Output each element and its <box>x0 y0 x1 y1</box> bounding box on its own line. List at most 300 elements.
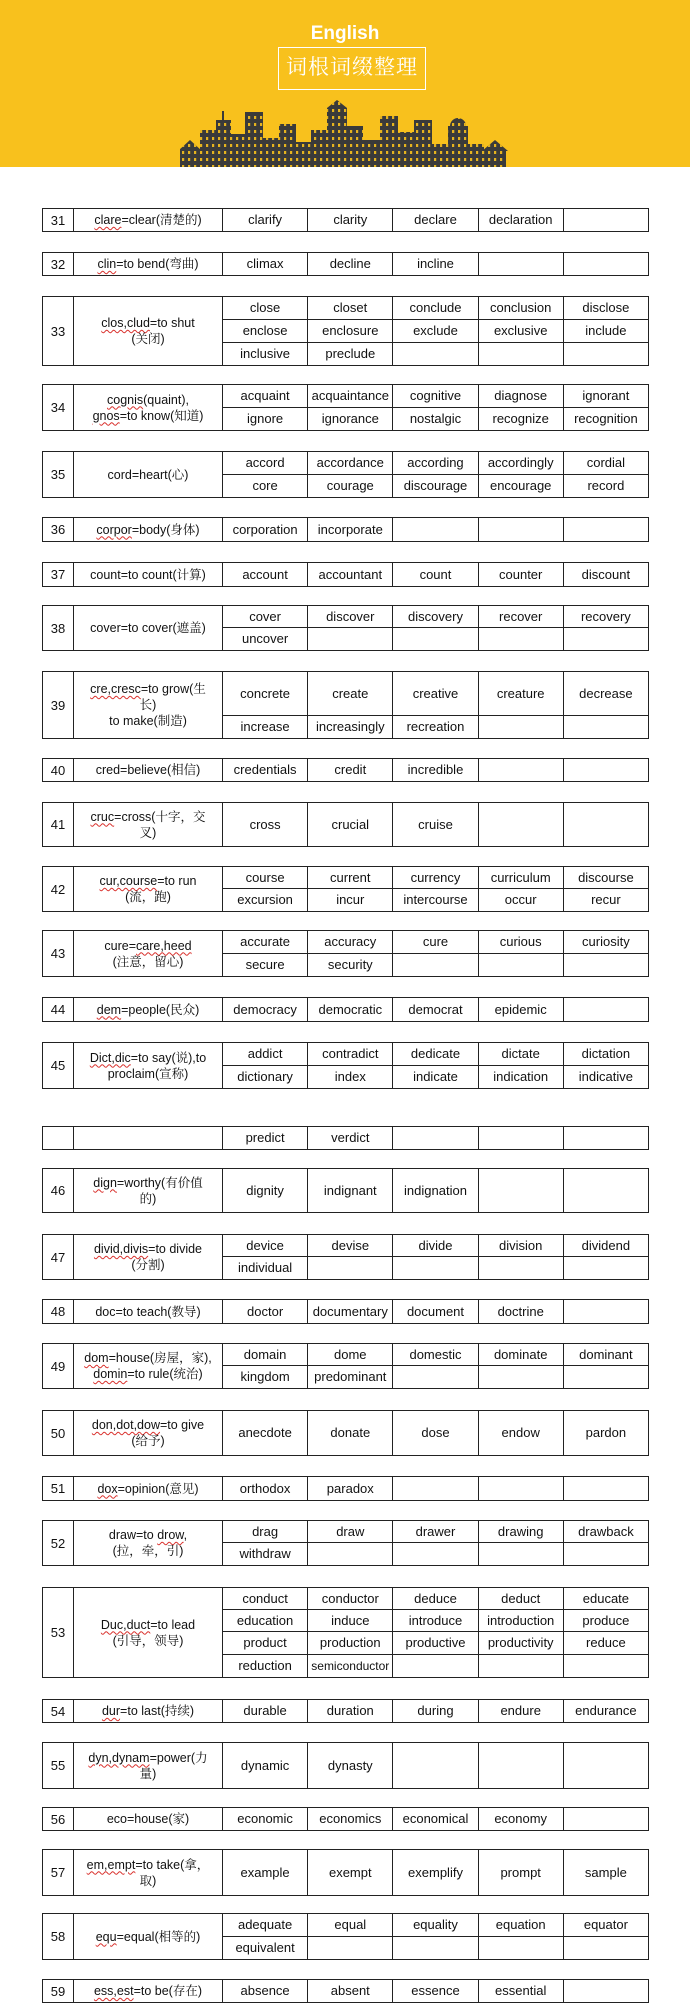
root-token: care,heed <box>136 938 192 953</box>
root-text: =to last(持续) <box>120 1704 195 1718</box>
word-cell: device <box>223 1235 308 1257</box>
entry-number: 57 <box>43 1850 74 1896</box>
word-cell: curiosity <box>564 931 649 954</box>
root-text: 的) <box>139 1191 157 1206</box>
word-cell: dictate <box>479 1043 564 1066</box>
root-text: (流，跑) <box>125 890 171 904</box>
word-cell: account <box>223 563 308 587</box>
word-cell <box>564 518 649 542</box>
word-cell <box>479 954 564 977</box>
root-token: cognis <box>107 392 144 407</box>
word-cell: crucial <box>308 803 393 847</box>
root-text: =to run <box>157 874 197 888</box>
word-cell: economical <box>393 1808 478 1831</box>
entry-number: 46 <box>43 1169 74 1213</box>
word-cell: accountant <box>308 563 393 587</box>
root-token: drow <box>157 1528 184 1542</box>
root-token: dom <box>84 1351 109 1365</box>
word-cell: incredible <box>393 759 478 782</box>
root-definition <box>74 606 223 651</box>
word-cell: division <box>479 1235 564 1257</box>
root-line <box>92 1417 204 1433</box>
root-line <box>96 762 201 778</box>
root-line <box>104 938 191 954</box>
word-cell: induce <box>308 1610 393 1632</box>
root-line <box>88 1750 207 1766</box>
word-cell: indication <box>479 1066 564 1089</box>
entry-table <box>42 517 649 542</box>
root-definition <box>74 672 223 739</box>
word-cell <box>479 1169 564 1213</box>
word-cell: indignant <box>308 1169 393 1213</box>
entry-table <box>42 384 649 431</box>
word-cell: indicate <box>393 1066 478 1089</box>
word-cell: accuracy <box>308 931 393 954</box>
word-cell: indignation <box>393 1169 478 1213</box>
entry-number: 43 <box>43 931 74 977</box>
word-cell: productive <box>393 1632 478 1655</box>
word-cell: conclusion <box>479 297 564 320</box>
root-line <box>95 1304 200 1320</box>
word-cell: cruise <box>393 803 478 847</box>
entry-number: 35 <box>43 452 74 498</box>
entry-number: 44 <box>43 998 74 1022</box>
word-cell <box>564 1257 649 1280</box>
root-text: (引导，领导) <box>112 1633 184 1648</box>
root-text: =power(力 <box>149 1750 208 1765</box>
root-text: =clear(清楚的) <box>121 213 202 227</box>
word-cell <box>393 954 478 977</box>
word-cell: excursion <box>223 889 308 912</box>
entry-table <box>42 1587 649 1678</box>
word-cell: paradox <box>308 1477 393 1501</box>
word-cell: disclose <box>564 297 649 320</box>
root-line <box>97 1481 198 1497</box>
root-line <box>140 1191 157 1207</box>
word-cell <box>479 1937 564 1960</box>
entry-number: 40 <box>43 759 74 782</box>
root-line <box>140 1873 157 1889</box>
root-line <box>93 1175 202 1191</box>
root-text: =to divide <box>148 1242 203 1256</box>
entry-table <box>42 252 649 276</box>
entry-table <box>42 1299 649 1324</box>
root-definition <box>74 1914 223 1960</box>
word-cell: secure <box>223 954 308 977</box>
word-cell: creative <box>393 672 478 716</box>
root-definition <box>74 931 223 977</box>
word-cell: domestic <box>393 1344 478 1366</box>
root-line <box>94 1241 202 1257</box>
root-definition <box>74 759 223 782</box>
word-cell <box>308 1543 393 1566</box>
word-cell: endure <box>479 1700 564 1723</box>
word-cell: duration <box>308 1700 393 1723</box>
word-cell: drawer <box>393 1521 478 1543</box>
entry-number: 39 <box>43 672 74 739</box>
word-cell: reduction <box>223 1655 308 1678</box>
word-cell: increasingly <box>308 716 393 739</box>
word-cell: productivity <box>479 1632 564 1655</box>
root-token: ess,est <box>93 1984 134 1998</box>
word-cell: accordingly <box>479 452 564 475</box>
root-text: =to grow(生 <box>140 682 206 696</box>
word-cell: orthodox <box>223 1477 308 1501</box>
root-token: equ <box>95 1929 117 1944</box>
word-cell: recovery <box>564 606 649 628</box>
word-cell: economics <box>308 1808 393 1831</box>
word-cell <box>308 1257 393 1280</box>
word-cell: devise <box>308 1235 393 1257</box>
entry-table <box>42 930 649 977</box>
word-cell: indicative <box>564 1066 649 1089</box>
word-cell: current <box>308 867 393 889</box>
word-cell: dynamic <box>223 1743 308 1789</box>
root-line <box>113 1543 184 1559</box>
entry-number: 48 <box>43 1300 74 1324</box>
entry-number: 55 <box>43 1743 74 1789</box>
entry-table <box>42 1849 649 1896</box>
word-cell: corporation <box>223 518 308 542</box>
root-line <box>94 1983 202 1999</box>
word-cell <box>393 1366 478 1389</box>
word-cell <box>479 343 564 366</box>
word-cell: enclose <box>223 320 308 343</box>
word-cell <box>479 1477 564 1501</box>
word-cell <box>564 253 649 276</box>
word-cell <box>393 1477 478 1501</box>
word-cell <box>564 1808 649 1831</box>
root-text: (拉，牵，引) <box>112 1544 184 1558</box>
word-cell: credentials <box>223 759 308 782</box>
root-line <box>94 212 201 228</box>
root-token: dem <box>96 1002 122 1017</box>
root-definition <box>74 452 223 498</box>
entry-number: 53 <box>43 1588 74 1678</box>
root-token: Duc,duct <box>100 1617 151 1632</box>
entry-number: 32 <box>43 253 74 276</box>
entry-table <box>42 671 649 739</box>
word-cell <box>393 1543 478 1566</box>
root-text: =equal(相等的) <box>116 1929 201 1944</box>
root-definition <box>74 1980 223 2003</box>
entry-number: 52 <box>43 1521 74 1566</box>
root-line <box>140 825 157 841</box>
word-cell: recognition <box>564 408 649 431</box>
entry-table <box>42 1742 649 1789</box>
root-definition <box>74 1169 223 1213</box>
word-cell: incline <box>393 253 478 276</box>
root-line <box>131 1433 164 1449</box>
root-definition <box>74 518 223 542</box>
word-cell: accordance <box>308 452 393 475</box>
word-cell: decrease <box>564 672 649 716</box>
entry-number: 45 <box>43 1043 74 1089</box>
root-text: (注意，留心) <box>112 954 184 969</box>
word-cell: conclude <box>393 297 478 320</box>
word-cell: discovery <box>393 606 478 628</box>
root-line <box>131 331 164 347</box>
word-cell <box>564 803 649 847</box>
word-cell: example <box>223 1850 308 1896</box>
root-text: =to lead <box>150 1617 196 1632</box>
word-cell: declare <box>393 209 478 232</box>
entry-number: 58 <box>43 1914 74 1960</box>
word-cell: closet <box>308 297 393 320</box>
word-cell: dynasty <box>308 1743 393 1789</box>
root-definition <box>74 1700 223 1723</box>
word-cell: introduction <box>479 1610 564 1632</box>
word-cell: semiconductor <box>308 1655 393 1678</box>
word-cell: dominate <box>479 1344 564 1366</box>
root-text: (关闭) <box>131 332 165 346</box>
entry-number: 54 <box>43 1700 74 1723</box>
root-line <box>90 567 206 583</box>
entry-table <box>42 866 649 912</box>
word-cell: prompt <box>479 1850 564 1896</box>
word-cell: course <box>223 867 308 889</box>
entry-table <box>42 605 649 651</box>
word-cell: pardon <box>564 1411 649 1456</box>
word-cell: economic <box>223 1808 308 1831</box>
root-line <box>87 1857 210 1873</box>
word-cell: reduce <box>564 1632 649 1655</box>
word-cell: discourse <box>564 867 649 889</box>
word-cell: equality <box>393 1914 478 1937</box>
word-cell: cover <box>223 606 308 628</box>
entry-number: 33 <box>43 297 74 366</box>
word-cell <box>393 343 478 366</box>
word-cell: exempt <box>308 1850 393 1896</box>
word-cell: production <box>308 1632 393 1655</box>
root-definition <box>74 253 223 276</box>
word-cell <box>479 253 564 276</box>
word-cell: discount <box>564 563 649 587</box>
word-cell: educate <box>564 1588 649 1610</box>
word-cell: epidemic <box>479 998 564 1022</box>
root-line <box>90 681 206 697</box>
word-cell <box>564 1937 649 1960</box>
entry-table <box>42 1168 649 1213</box>
word-cell <box>393 1655 478 1678</box>
root-text: =worthy(有价值 <box>116 1175 203 1190</box>
word-cell: sample <box>564 1850 649 1896</box>
word-cell: endow <box>479 1411 564 1456</box>
word-cell <box>479 716 564 739</box>
word-cell: cognitive <box>393 385 478 408</box>
root-text: proclaim(宣称) <box>107 1066 189 1081</box>
word-cell: equation <box>479 1914 564 1937</box>
entry-table <box>42 1807 649 1831</box>
root-text: =to be(存在) <box>133 1984 203 1998</box>
word-cell: predominant <box>308 1366 393 1389</box>
entry-table <box>42 1410 649 1456</box>
entry-table <box>42 562 649 587</box>
root-token: clare <box>94 213 122 227</box>
root-token: cre,cresc <box>90 682 141 696</box>
root-line <box>108 1066 189 1082</box>
root-token: corpor <box>96 522 132 537</box>
root-definition <box>74 1743 223 1789</box>
word-cell <box>564 1300 649 1324</box>
word-cell <box>393 1937 478 1960</box>
word-cell: education <box>223 1610 308 1632</box>
word-cell: donate <box>308 1411 393 1456</box>
root-definition <box>74 1043 223 1089</box>
word-cell: currency <box>393 867 478 889</box>
word-cell: drag <box>223 1521 308 1543</box>
word-cell: equivalent <box>223 1937 308 1960</box>
entry-number: 31 <box>43 209 74 232</box>
entry-number: 56 <box>43 1808 74 1831</box>
entry-table <box>42 208 649 232</box>
word-cell: declaration <box>479 209 564 232</box>
entry-number: 50 <box>43 1411 74 1456</box>
word-cell <box>479 628 564 651</box>
word-cell <box>479 759 564 782</box>
word-cell: counter <box>479 563 564 587</box>
word-cell: ignorance <box>308 408 393 431</box>
word-cell <box>479 1743 564 1789</box>
word-cell: dignity <box>223 1169 308 1213</box>
root-line <box>113 1633 184 1649</box>
word-cell: produce <box>564 1610 649 1632</box>
word-cell: ignore <box>223 408 308 431</box>
word-cell <box>308 1937 393 1960</box>
word-cell: close <box>223 297 308 320</box>
root-token: em,empt <box>86 1857 136 1872</box>
word-cell: enclosure <box>308 320 393 343</box>
word-cell: cross <box>223 803 308 847</box>
entry-table <box>42 296 649 366</box>
root-token: gnos <box>92 408 120 423</box>
root-definition <box>74 998 223 1022</box>
root-text: =opinion(意见) <box>117 1481 199 1496</box>
word-cell: equal <box>308 1914 393 1937</box>
word-cell: democrat <box>393 998 478 1022</box>
entry-table <box>42 1476 649 1501</box>
entry-table <box>42 1979 649 2003</box>
root-text: cover=to cover(遮盖) <box>90 621 206 635</box>
word-cell: ignorant <box>564 385 649 408</box>
entry-table <box>42 997 649 1022</box>
root-text: =to say(说),to <box>130 1050 207 1065</box>
root-text: cord=heart(心) <box>107 467 189 482</box>
word-cell: dose <box>393 1411 478 1456</box>
root-text: to make(制造) <box>109 714 187 728</box>
word-cell: absence <box>223 1980 308 2003</box>
root-definition <box>74 1235 223 1280</box>
root-token: dyn,dynam <box>88 1750 150 1765</box>
root-line <box>102 1703 194 1719</box>
word-cell: dictionary <box>223 1066 308 1089</box>
root-text: cred=believe(相信) <box>95 763 201 777</box>
root-line <box>125 889 171 905</box>
word-cell: acquaint <box>223 385 308 408</box>
word-cell <box>564 1127 649 1150</box>
word-cell: accord <box>223 452 308 475</box>
word-cell: individual <box>223 1257 308 1280</box>
word-cell: acquaintance <box>308 385 393 408</box>
root-line <box>108 467 189 483</box>
word-cell: absent <box>308 1980 393 2003</box>
word-cell: recreation <box>393 716 478 739</box>
header-title-box: 词根词缀整理 <box>278 47 426 90</box>
word-cell: according <box>393 452 478 475</box>
word-cell: dictation <box>564 1043 649 1066</box>
word-cell: doctor <box>223 1300 308 1324</box>
root-line <box>100 873 197 889</box>
word-cell: clarity <box>308 209 393 232</box>
root-line <box>140 1766 157 1782</box>
word-cell: recur <box>564 889 649 912</box>
word-cell: accurate <box>223 931 308 954</box>
word-cell <box>564 209 649 232</box>
root-definition <box>74 867 223 912</box>
word-cell: inclusive <box>223 343 308 366</box>
word-cell: core <box>223 475 308 498</box>
word-cell: incur <box>308 889 393 912</box>
word-cell: create <box>308 672 393 716</box>
word-cell: dominant <box>564 1344 649 1366</box>
word-cell: curious <box>479 931 564 954</box>
word-cell <box>564 1980 649 2003</box>
word-cell: documentary <box>308 1300 393 1324</box>
word-cell <box>564 1366 649 1389</box>
word-cell: drawback <box>564 1521 649 1543</box>
word-cell: discourage <box>393 475 478 498</box>
word-cell <box>564 343 649 366</box>
root-text: 量) <box>139 1766 157 1781</box>
word-cell: dividend <box>564 1235 649 1257</box>
word-cell: curriculum <box>479 867 564 889</box>
root-line <box>109 713 187 729</box>
word-cell: economy <box>479 1808 564 1831</box>
word-cell: essential <box>479 1980 564 2003</box>
word-cell: credit <box>308 759 393 782</box>
word-cell: encourage <box>479 475 564 498</box>
word-cell: recover <box>479 606 564 628</box>
root-token: dur <box>101 1704 121 1718</box>
word-cell: decline <box>308 253 393 276</box>
word-cell: cordial <box>564 452 649 475</box>
root-definition <box>74 1521 223 1566</box>
word-cell: cure <box>393 931 478 954</box>
entry-table <box>42 1042 649 1089</box>
word-cell: document <box>393 1300 478 1324</box>
entry-table <box>42 802 649 847</box>
root-line <box>107 392 189 408</box>
root-line <box>96 522 199 538</box>
root-text: (quaint), <box>143 392 189 407</box>
word-cell <box>564 759 649 782</box>
entry-table <box>42 1343 649 1389</box>
root-text: =body(身体) <box>131 522 200 537</box>
word-cell: concrete <box>223 672 308 716</box>
word-cell: adequate <box>223 1914 308 1937</box>
word-cell: verdict <box>308 1127 393 1150</box>
entry-number <box>43 1127 74 1150</box>
entry-number: 49 <box>43 1344 74 1389</box>
root-text: count=to count(计算) <box>90 567 206 582</box>
root-line <box>131 1257 164 1273</box>
word-cell <box>393 628 478 651</box>
word-cell: preclude <box>308 343 393 366</box>
root-token: dox <box>97 1481 118 1496</box>
root-token: cur,course <box>99 874 158 888</box>
word-cell: drawing <box>479 1521 564 1543</box>
root-text: (分割) <box>131 1258 165 1272</box>
